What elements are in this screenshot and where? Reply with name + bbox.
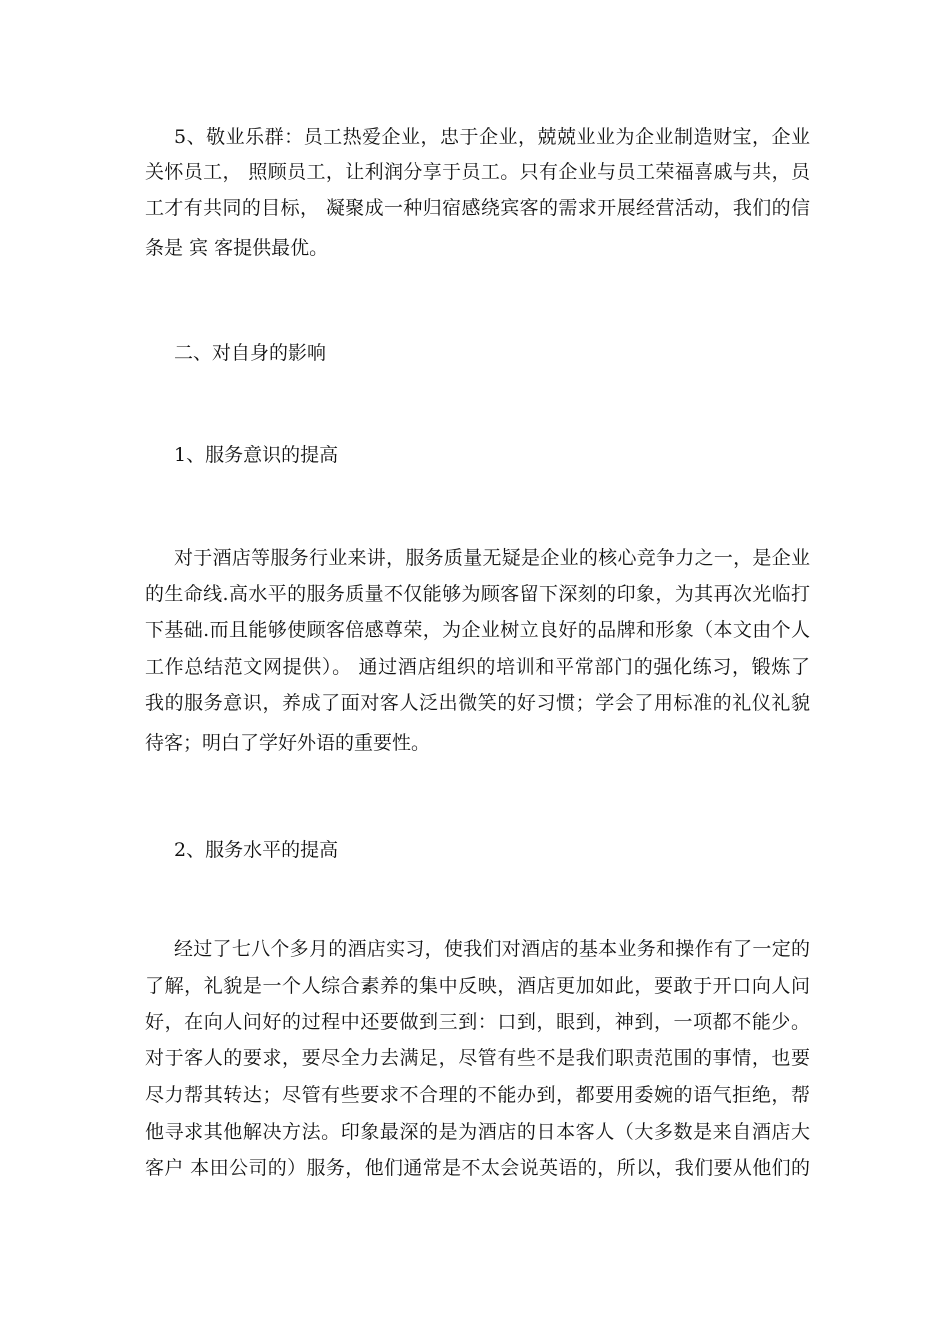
service-awareness-line-6: 待客；明白了学好外语的重要性。 bbox=[145, 732, 431, 754]
service-level-line-4: 对于客人的要求，要尽全力去满足，尽管有些不是我们职责范围的事情，也要 bbox=[145, 1047, 810, 1069]
subheading-service-level: 2、服务水平的提高 bbox=[174, 839, 339, 861]
service-awareness-line-1: 对于酒店等服务行业来讲，服务质量无疑是企业的核心竞争力之一，是企业 bbox=[174, 547, 810, 569]
service-awareness-line-4: 工作总结范文网提供）。 通过酒店组织的培训和平常部门的强化练习，锻炼了 bbox=[145, 656, 810, 678]
paragraph-5-line-4: 条是 宾 客提供最优。 bbox=[145, 237, 329, 259]
service-level-line-3: 好，在向人问好的过程中还要做到三到：口到，眼到，神到，一项都不能少。 bbox=[145, 1011, 810, 1033]
paragraph-5-line-1: 5、敬业乐群：员工热爱企业，忠于企业，兢兢业业为企业制造财宝，企业 bbox=[174, 126, 810, 148]
service-level-line-7: 客户 本田公司的）服务，他们通常是不太会说英语的，所以，我们要从他们的 bbox=[145, 1157, 810, 1179]
paragraph-5-line-3: 工才有共同的目标， 凝聚成一种归宿感绕宾客的需求开展经营活动，我们的信 bbox=[145, 197, 810, 219]
subheading-service-awareness: 1、服务意识的提高 bbox=[174, 444, 339, 466]
service-level-line-2: 了解，礼貌是一个人综合素养的集中反映，酒店更加如此，要敢于开口向人问 bbox=[145, 975, 810, 997]
service-level-line-6: 他寻求其他解决方法。印象最深的是为酒店的日本客人（大多数是来自酒店大 bbox=[145, 1121, 810, 1143]
service-level-line-1: 经过了七八个多月的酒店实习，使我们对酒店的基本业务和操作有了一定的 bbox=[174, 938, 810, 960]
service-level-line-5: 尽力帮其转达；尽管有些要求不合理的不能办到，都要用委婉的语气拒绝，帮 bbox=[145, 1084, 810, 1106]
service-awareness-line-3: 下基础.而且能够使顾客倍感尊荣，为企业树立良好的品牌和形象（本文由个人 bbox=[145, 619, 810, 641]
service-awareness-line-5: 我的服务意识，养成了面对客人泛出微笑的好习惯；学会了用标准的礼仪礼貌 bbox=[145, 692, 810, 714]
section-heading: 二、对自身的影响 bbox=[174, 342, 327, 364]
paragraph-5-line-2: 关怀员工， 照顾员工，让利润分享于员工。只有企业与员工荣福喜戚与共，员 bbox=[145, 161, 810, 183]
service-awareness-line-2: 的生命线.高水平的服务质量不仅能够为顾客留下深刻的印象，为其再次光临打 bbox=[145, 583, 810, 605]
